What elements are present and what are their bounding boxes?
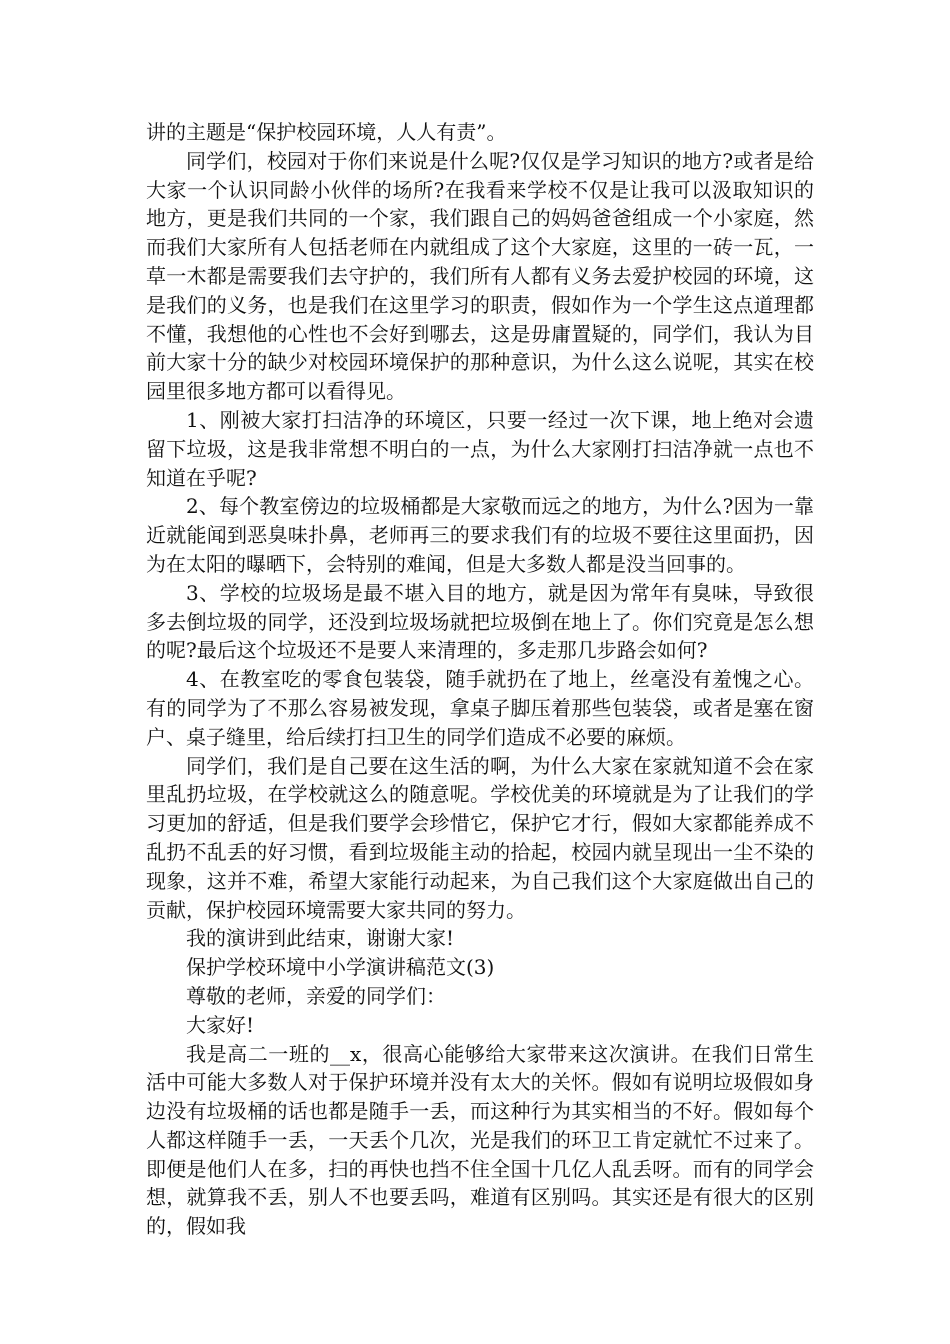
section-title: 保护学校环境中小学演讲稿范文(3) — [186, 955, 495, 980]
paragraph-7: 同学们，我们是自己要在这生活的啊，为什么大家在家就知道不会在家里乱扔垃圾，在学校就这么的随意呢。学校优美的环境就是为了让我们的学习更加的舒适，但是我们要学会珍惜它，保护它才行，假如大家都能养成不乱扔不乱丢的好习惯，看到垃圾能主动的拾起，校园内就呈现出一尘不染的现象，这并不难，希望大家能行动起来，为自己我们这个大家庭做出自己的贡献，保护校园环境需要大家共同的努力。 — [146, 753, 814, 922]
paragraph-8: 我的演讲到此结束，谢谢大家! — [186, 926, 455, 951]
paragraph-12: 我是高二一班的__x，很高心能够给大家带来这次演讲。在我们日常生活中可能大多数人对于保护环境并没有太大的关怀。假如有说明垃圾假如身边没有垃圾桶的话也都是随手一丢，而这种行为其实相当的不好。假如每个人都这样随手一丢，一天丢个几次，光是我们的环卫工肯定就忙不过来了。即便是他们人在多，扫的再快也挡不住全国十几亿人乱丢呀。而有的同学会想，就算我不丢，别人不也要丢吗，难道有区别吗。其实还是有很大的区别的，假如我 — [146, 1041, 814, 1239]
paragraph-6: 4、在教室吃的零食包装袋，随手就扔在了地上，丝毫没有羞愧之心。有的同学为了不那么容易被发现，拿桌子脚压着那些包装袋，或者是塞在窗户、桌子缝里，给后续打扫卫生的同学们造成不必要的麻烦。 — [146, 667, 814, 749]
paragraph-3: 1、刚被大家打扫洁净的环境区，只要一经过一次下课，地上绝对会遗留下垃圾，这是我非常想不明白的一点，为什么大家刚打扫洁净就一点也不知道在乎呢? — [146, 407, 814, 490]
document-page — [146, 118, 814, 1241]
salutation: 尊敬的老师，亲爱的同学们： — [186, 983, 446, 1008]
paragraph-4: 2、每个教室傍边的垃圾桶都是大家敬而远之的地方，为什么?因为一靠近就能闻到恶臭味扑鼻，老师再三的要求我们有的垃圾不要往这里面扔，因为在太阳的曝晒下，会特别的难闻，但是大多数人都是没当回事的。 — [146, 494, 814, 576]
greeting: 大家好! — [186, 1012, 255, 1037]
paragraph-2: 同学们，校园对于你们来说是什么呢?仅仅是学习知识的地方?或者是给大家一个认识同龄小伙伴的场所?在我看来学校不仅是让我可以汲取知识的地方，更是我们共同的一个家，我们跟自己的妈妈爸爸组成一个小家庭，然而我们大家所有人包括老师在内就组成了这个大家庭，这里的一砖一瓦，一草一木都是需要我们去守护的，我们所有人都有义务去爱护校园的环境，这是我们的义务，也是我们在这里学习的职责，假如作为一个学生这点道理都不懂，我想他的心性也不会好到哪去，这是毋庸置疑的，同学们，我认为目前大家十分的缺少对校园环境保护的那种意识，为什么这么说呢，其实在校园里很多地方都可以看得见。 — [146, 148, 814, 404]
paragraph-5: 3、学校的垃圾场是最不堪入目的地方，就是因为常年有臭味，导致很多去倒垃圾的同学，还没到垃圾场就把垃圾倒在地上了。你们究竟是怎么想的呢?最后这个垃圾还不是要人来清理的，多走那几步路会如何? — [146, 580, 814, 663]
paragraph-1: 讲的主题是“保护校园环境，人人有责”。 — [146, 120, 507, 144]
